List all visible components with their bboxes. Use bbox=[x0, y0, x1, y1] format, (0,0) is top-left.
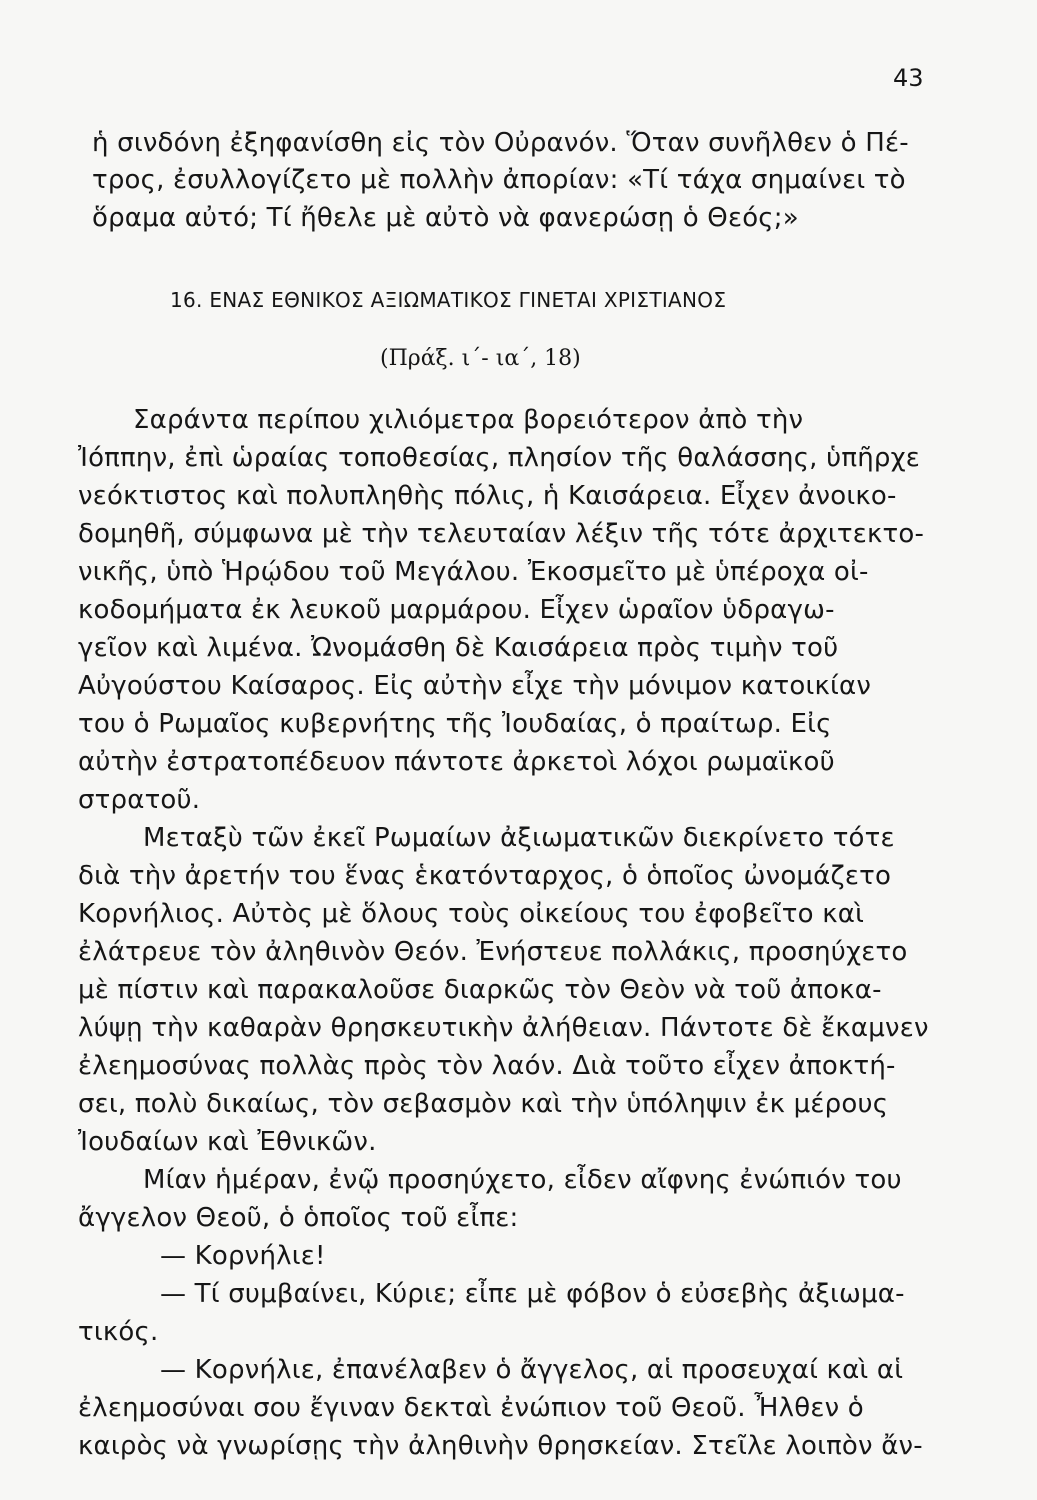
body-line: Κορνήλιος. Αὐτὸς μὲ ὅλους τοὺς οἰκείους του ἐφοβεῖτο καὶ bbox=[78, 899, 865, 929]
body-line: ἐλάτρευε τὸν ἀληθινὸν Θεόν. Ἐνήστευε πολλάκις, προσηύχετο bbox=[78, 937, 908, 967]
body-line: ἄγγελον Θεοῦ, ὁ ὁποῖος τοῦ εἶπε: bbox=[78, 1203, 519, 1233]
scripture-reference: (Πράξ. ι΄- ια΄, 18) bbox=[380, 346, 581, 371]
body-line: διὰ τὴν ἀρετήν του ἕνας ἑκατόνταρχος, ὁ ὁποῖος ὠνομάζετο bbox=[78, 861, 892, 891]
body-line: δομηθῆ, σύμφωνα μὲ τὴν τελευταίαν λέξιν τῆς τότε ἀρχιτεκτο- bbox=[78, 519, 925, 549]
intro-line: τρος, ἐσυλλογίζετο μὲ πολλὴν ἀπορίαν: «Τί τάχα σημαίνει τὸ bbox=[92, 165, 906, 195]
body-line: Ἰουδαίων καὶ Ἐθνικῶν. bbox=[78, 1127, 377, 1157]
section-heading: 16. ΕΝΑΣ ΕΘΝΙΚΟΣ ΑΞΙΩΜΑΤΙΚΟΣ ΓΙΝΕΤΑΙ ΧΡΙΣΤΙΑΝΟΣ bbox=[170, 288, 727, 312]
body-line: γεῖον καὶ λιμένα. Ὠνομάσθη δὲ Καισάρεια πρὸς τιμὴν τοῦ bbox=[78, 633, 839, 663]
body-line: σει, πολὺ δικαίως, τὸν σεβασμὸν καὶ τὴν ὑπόληψιν ἐκ μέρους bbox=[78, 1089, 889, 1119]
body-line: καιρὸς νὰ γνωρίσῃς τὴν ἀληθινὴν θρησκείαν. Στεῖλε λοιπὸν ἄν- bbox=[78, 1431, 923, 1461]
body-line: τικός. bbox=[78, 1317, 159, 1347]
body-line: Ἰόππην, ἐπὶ ὡραίας τοποθεσίας, πλησίον τῆς θαλάσσης, ὑπῆρχε bbox=[78, 443, 921, 473]
dialogue-line: — Κορνήλιε, ἐπανέλαβεν ὁ ἄγγελος, αἱ προσευχαί καὶ αἱ bbox=[160, 1355, 904, 1385]
body-line: Αὐγούστου Καίσαρος. Εἰς αὐτὴν εἶχε τὴν μόνιμον κατοικίαν bbox=[78, 671, 872, 701]
body-line: του ὁ Ρωμαῖος κυβερνήτης τῆς Ἰουδαίας, ὁ πραίτωρ. Εἰς bbox=[78, 709, 832, 739]
intro-line: ἡ σινδόνη ἐξηφανίσθη εἰς τὸν Οὐρανόν. Ὅταν συνῆλθεν ὁ Πέ- bbox=[92, 128, 909, 158]
body-line: κοδομήματα ἐκ λευκοῦ μαρμάρου. Εἶχεν ὡραῖον ὑδραγω- bbox=[78, 595, 835, 625]
body-line: ἐλεημοσύνας πολλὰς πρὸς τὸν λαόν. Διὰ τοῦτο εἶχεν ἀποκτή- bbox=[78, 1051, 896, 1081]
page-number: 43 bbox=[893, 64, 924, 92]
intro-line: ὅραμα αὐτό; Τί ἤθελε μὲ αὐτὸ νὰ φανερώσῃ ὁ Θεός;» bbox=[92, 203, 799, 233]
body-line: Μεταξὺ τῶν ἐκεῖ Ρωμαίων ἀξιωματικῶν διεκρίνετο τότε bbox=[143, 823, 895, 853]
body-line: αὐτὴν ἐστρατοπέδευον πάντοτε ἀρκετοὶ λόχοι ρωμαϊκοῦ bbox=[78, 747, 835, 777]
body-line: Σαράντα περίπου χιλιόμετρα βορειότερον ἀπὸ τὴν bbox=[133, 405, 804, 435]
body-line: νικῆς, ὑπὸ Ἡρῴδου τοῦ Μεγάλου. Ἐκοσμεῖτο μὲ ὑπέροχα οἰ- bbox=[78, 557, 869, 587]
body-line: ἐλεημοσύναι σου ἔγιναν δεκταὶ ἐνώπιον τοῦ Θεοῦ. Ἦλθεν ὁ bbox=[78, 1393, 864, 1423]
body-line: Μίαν ἡμέραν, ἐνῷ προσηύχετο, εἶδεν αἴφνης ἐνώπιόν του bbox=[143, 1165, 902, 1195]
body-line: στρατοῦ. bbox=[78, 785, 201, 815]
dialogue-line: — Κορνήλιε! bbox=[160, 1241, 326, 1271]
dialogue-line: — Τί συμβαίνει, Κύριε; εἶπε μὲ φόβον ὁ εὐσεβὴς ἀξιωμα- bbox=[160, 1279, 905, 1309]
body-line: λύψῃ τὴν καθαρὰν θρησκευτικὴν ἀλήθειαν. Πάντοτε δὲ ἔκαμνεν bbox=[78, 1013, 929, 1043]
body-line: μὲ πίστιν καὶ παρακαλοῦσε διαρκῶς τὸν Θεὸν νὰ τοῦ ἀποκα- bbox=[78, 975, 882, 1005]
body-line: νεόκτιστος καὶ πολυπληθὴς πόλις, ἡ Καισάρεια. Εἶχεν ἀνοικο- bbox=[78, 481, 897, 511]
